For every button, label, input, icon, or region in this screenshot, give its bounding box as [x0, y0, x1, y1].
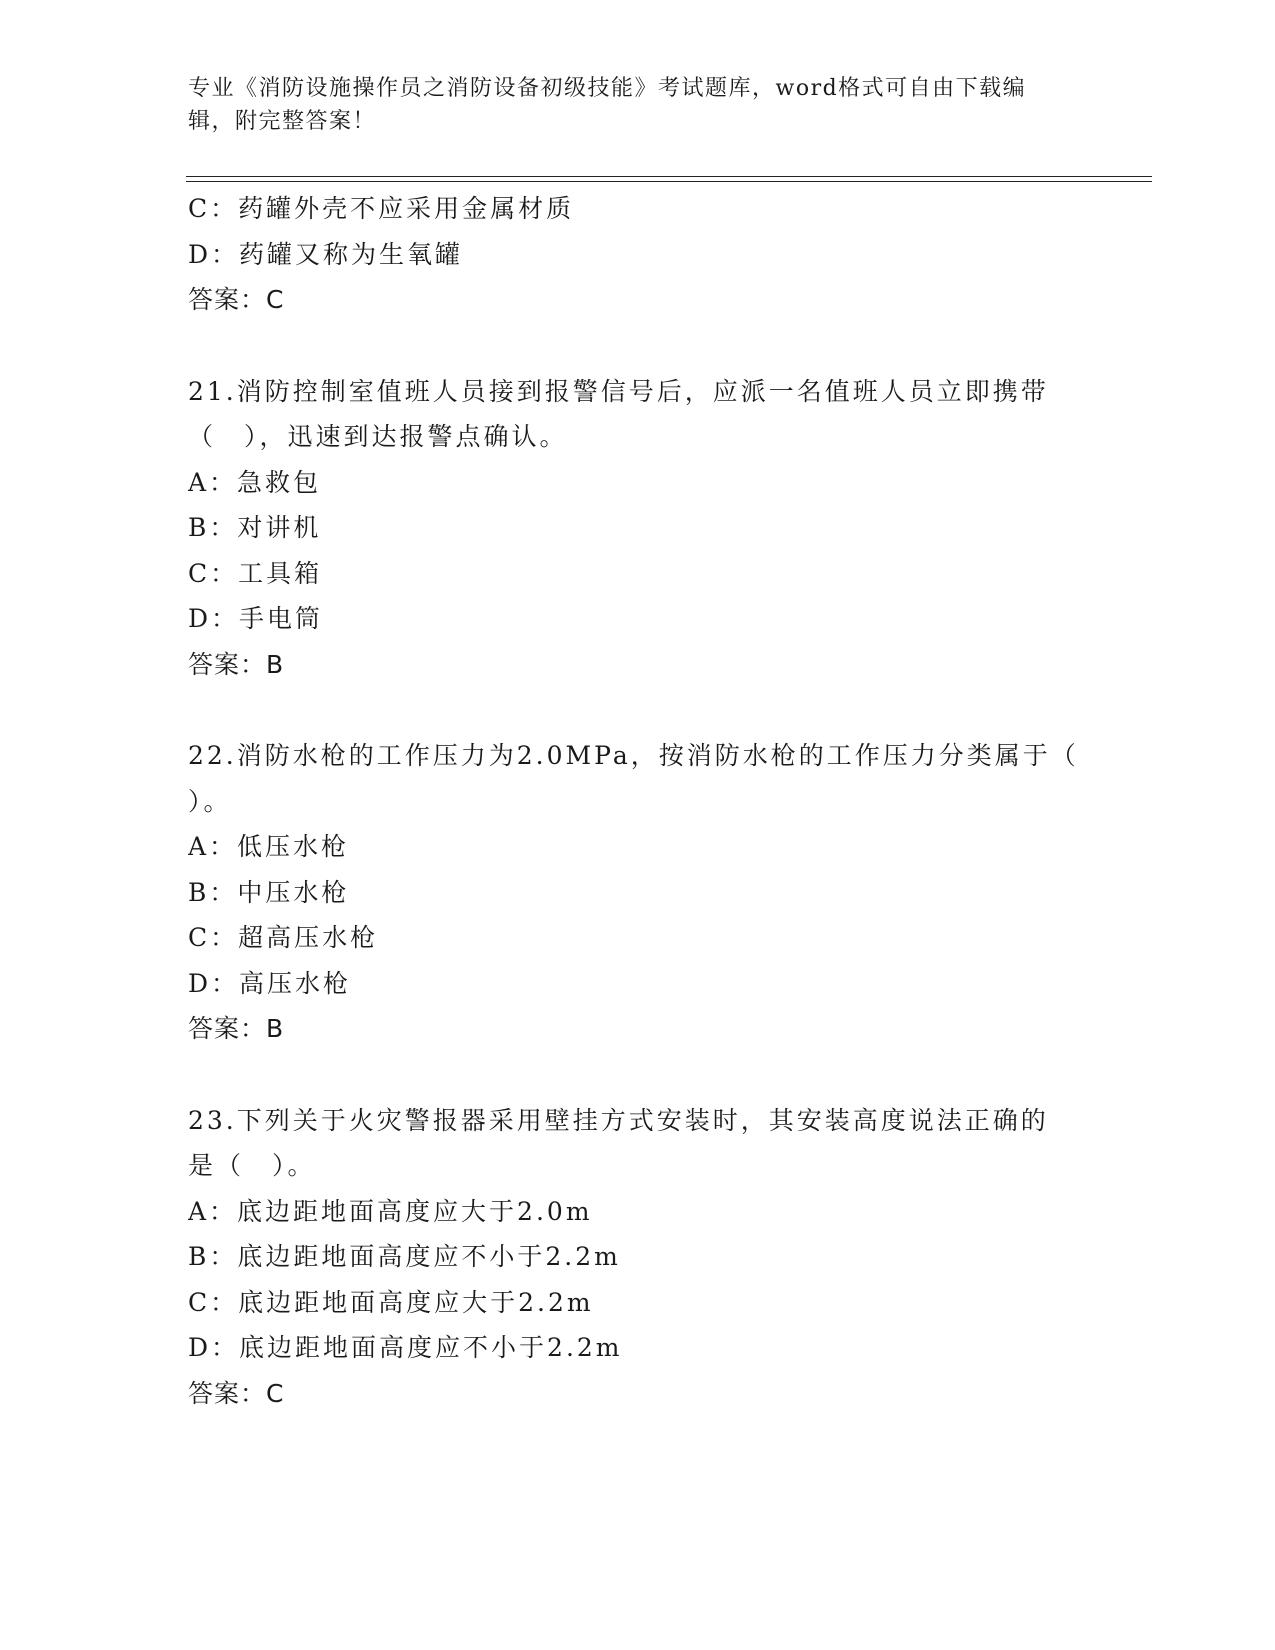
question-stem-continued: ）。	[188, 786, 232, 816]
answer-line: 答案：B	[188, 649, 285, 679]
answer-line: 答案：C	[188, 1378, 285, 1408]
option-c: C：超高压水枪	[188, 923, 379, 952]
header-rule-top	[186, 176, 1152, 177]
option-c: C：工具箱	[188, 558, 323, 588]
option-b: B：对讲机	[188, 513, 322, 542]
spacer	[188, 323, 1088, 369]
option-d: D：底边距地面高度应不小于2.2m	[188, 1333, 623, 1362]
question-stem-continued: （ ），迅速到达报警点确认。	[188, 422, 568, 451]
option-d: D：高压水枪	[188, 968, 352, 998]
option-a: A：底边距地面高度应大于2.0m	[188, 1196, 593, 1226]
question-stem: 21.消防控制室值班人员接到报警信号后，应派一名值班人员立即携带	[188, 376, 1049, 406]
previous-question-tail	[188, 186, 1088, 323]
option-d: D：药罐又称为生氧罐	[188, 239, 464, 269]
answer-line: 答案：C	[188, 285, 285, 314]
question-stem-continued: 是（ ）。	[188, 1151, 316, 1180]
answer-line: 答案：B	[188, 1014, 285, 1043]
option-a: A：急救包	[188, 467, 322, 497]
option-c: C：底边距地面高度应大于2.2m	[188, 1287, 594, 1317]
question-stem: 22.消防水枪的工作压力为2.0MPa，按消防水枪的工作压力分类属于（	[188, 741, 1079, 770]
question-content	[188, 186, 1088, 1416]
spacer	[188, 687, 1088, 733]
question-stem: 23.下列关于火灾警报器采用壁挂方式安装时，其安装高度说法正确的	[188, 1105, 1049, 1135]
option-b: B：中压水枪	[188, 877, 350, 907]
option-c: C：药罐外壳不应采用金属材质	[188, 194, 575, 223]
document-header: 专业《消防设施操作员之消防设备初级技能》考试题库，word格式可自由下载编辑，附完整答案！	[188, 76, 1027, 134]
question-22	[188, 733, 1088, 1052]
header-rule-bottom	[186, 181, 1152, 182]
option-b: B：底边距地面高度应不小于2.2m	[188, 1242, 621, 1271]
question-23	[188, 1098, 1088, 1417]
spacer	[188, 1052, 1088, 1098]
question-21	[188, 369, 1088, 688]
option-a: A：低压水枪	[188, 832, 350, 861]
option-d: D：手电筒	[188, 604, 324, 633]
